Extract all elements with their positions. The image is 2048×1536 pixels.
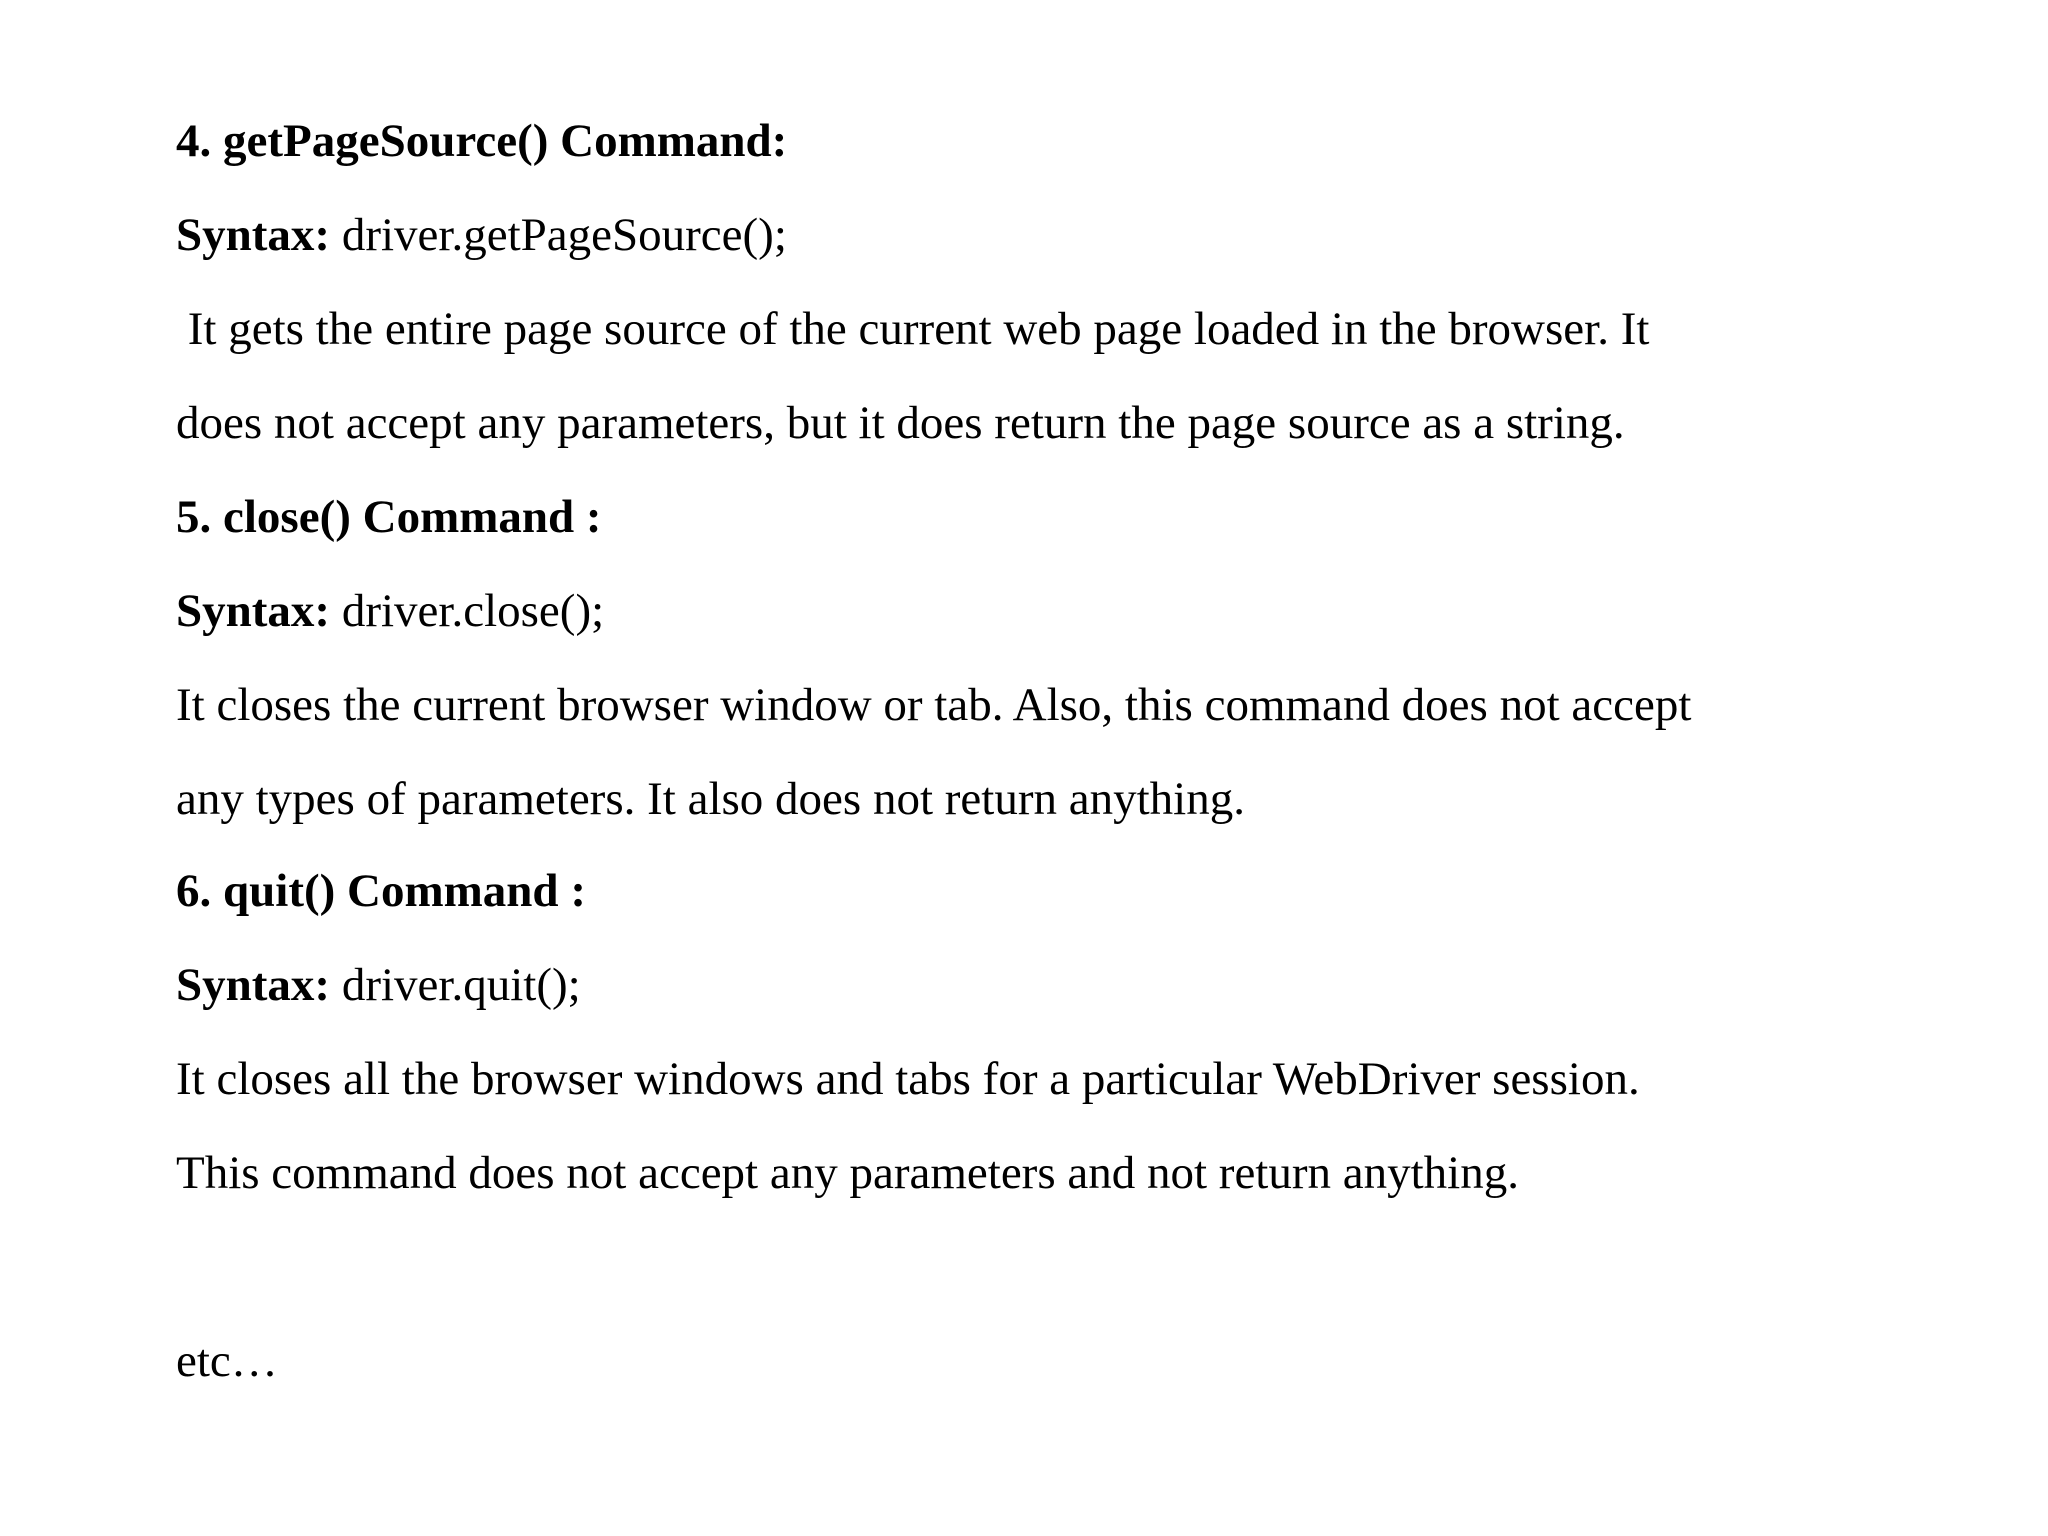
- syntax-code: driver.close();: [330, 585, 605, 637]
- section-5-description-line-1: It closes the current browser window or tab. Also, this command does not accept: [176, 679, 1692, 731]
- section-4-description-line-1: It gets the entire page source of the current web page loaded in the browser. It: [176, 303, 1650, 355]
- section-4-description-line-2: does not accept any parameters, but it does return the page source as a string.: [176, 397, 1625, 449]
- section-4-syntax: [176, 209, 787, 261]
- section-6-description-line-1: It closes all the browser windows and tabs for a particular WebDriver session.: [176, 1053, 1640, 1105]
- section-5-syntax: [176, 585, 605, 637]
- section-6-heading: 6. quit() Command :: [176, 865, 586, 917]
- syntax-label: Syntax:: [176, 209, 331, 261]
- footer-etc: etc…: [176, 1335, 278, 1387]
- section-5-description-line-2: any types of parameters. It also does not return anything.: [176, 773, 1245, 825]
- syntax-label: Syntax:: [176, 959, 331, 1011]
- syntax-code: driver.quit();: [330, 959, 581, 1011]
- syntax-label: Syntax:: [176, 585, 331, 637]
- section-5-heading: 5. close() Command :: [176, 491, 602, 543]
- section-6-description-line-2: This command does not accept any parameters and not return anything.: [176, 1147, 1519, 1199]
- section-6-syntax: [176, 959, 581, 1011]
- section-4-heading: 4. getPageSource() Command:: [176, 115, 788, 167]
- syntax-code: driver.getPageSource();: [330, 209, 787, 261]
